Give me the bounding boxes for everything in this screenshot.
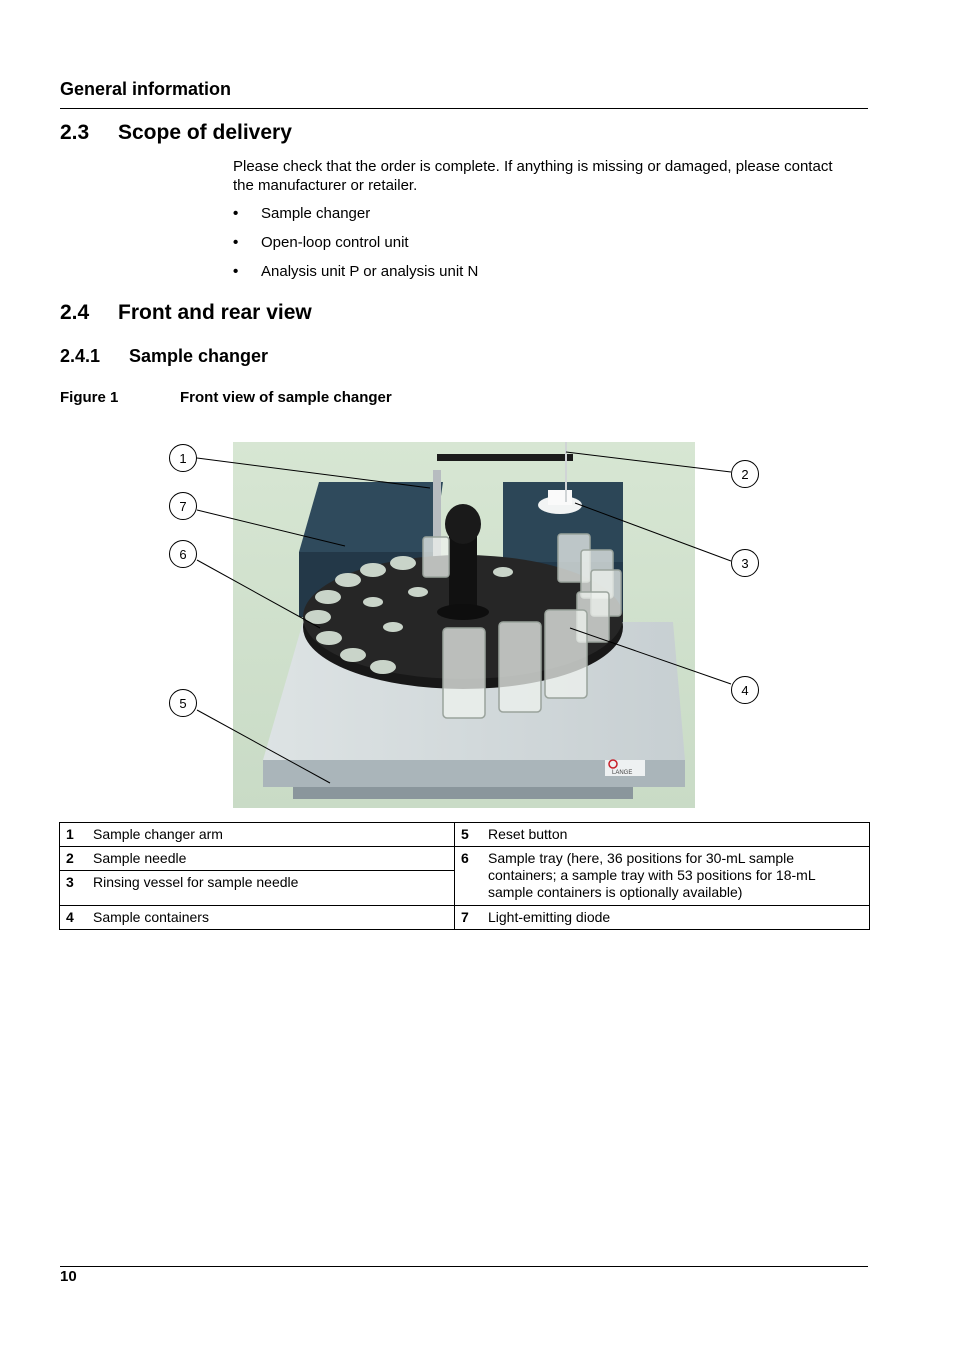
callout-3: 3 (731, 549, 759, 577)
section-heading-2-4 (60, 301, 312, 325)
section-heading-2-3 (60, 121, 292, 145)
lange-logo (605, 760, 645, 776)
legend-text: Sample changer arm (87, 823, 455, 847)
legend-text: Rinsing vessel for sample needle (87, 871, 455, 906)
intro-line: the manufacturer or retailer. (233, 177, 418, 194)
bullet-icon: • (233, 205, 239, 222)
legend-text: Sample needle (87, 847, 455, 871)
callout-1: 1 (169, 444, 197, 472)
figure-legend-table (59, 822, 870, 930)
legend-number: 2 (60, 847, 88, 871)
list-item (233, 234, 409, 251)
table-row (60, 906, 870, 930)
footer-rule (60, 1266, 868, 1267)
legend-text-line: Sample tray (here, 36 positions for 30-mL sample (488, 850, 795, 866)
legend-text-line: containers; a sample tray with 53 positions for 18-mL (488, 867, 816, 883)
legend-number: 4 (60, 906, 88, 930)
list-item-text: Open-loop control unit (261, 234, 409, 251)
intro-line: Please check that the order is complete. If anything is missing or damaged, please contact (233, 158, 833, 175)
section-title: Front and rear view (118, 301, 312, 324)
table-row (60, 847, 870, 871)
legend-number: 1 (60, 823, 88, 847)
legend-text: Reset button (482, 823, 870, 847)
callout-2: 2 (731, 460, 759, 488)
callout-5: 5 (169, 689, 197, 717)
section-number: 2.3 (60, 121, 90, 144)
figure-label: Figure 1 (60, 389, 119, 406)
legend-number: 7 (455, 906, 483, 930)
logo-text: LANGE (612, 770, 633, 776)
list-item (233, 205, 370, 222)
running-header: General information (60, 79, 232, 99)
figure-caption: Front view of sample changer (180, 389, 392, 406)
list-item-text: Analysis unit P or analysis unit N (261, 263, 479, 280)
page-number: 10 (60, 1268, 77, 1285)
legend-number: 3 (60, 871, 88, 906)
callout-7: 7 (169, 492, 197, 520)
section-title: Scope of delivery (118, 121, 292, 144)
legend-number: 6 (455, 847, 483, 906)
bullet-icon: • (233, 234, 239, 251)
callout-4: 4 (731, 676, 759, 704)
sample-changer-photo (233, 442, 695, 808)
header-rule (60, 108, 868, 109)
bullet-icon: • (233, 263, 239, 280)
section-number: 2.4.1 (60, 346, 101, 366)
list-item (233, 263, 478, 280)
table-row (60, 823, 870, 847)
list-item-text: Sample changer (261, 205, 371, 222)
section-title: Sample changer (129, 346, 269, 366)
callout-6: 6 (169, 540, 197, 568)
legend-text-multiline (482, 847, 870, 906)
legend-text-line: sample containers is optionally available) (488, 884, 743, 900)
legend-number: 5 (455, 823, 483, 847)
legend-text: Sample containers (87, 906, 455, 930)
legend-text: Light-emitting diode (482, 906, 870, 930)
intro-paragraph (233, 157, 873, 195)
section-heading-2-4-1 (60, 346, 268, 367)
section-number: 2.4 (60, 301, 90, 324)
